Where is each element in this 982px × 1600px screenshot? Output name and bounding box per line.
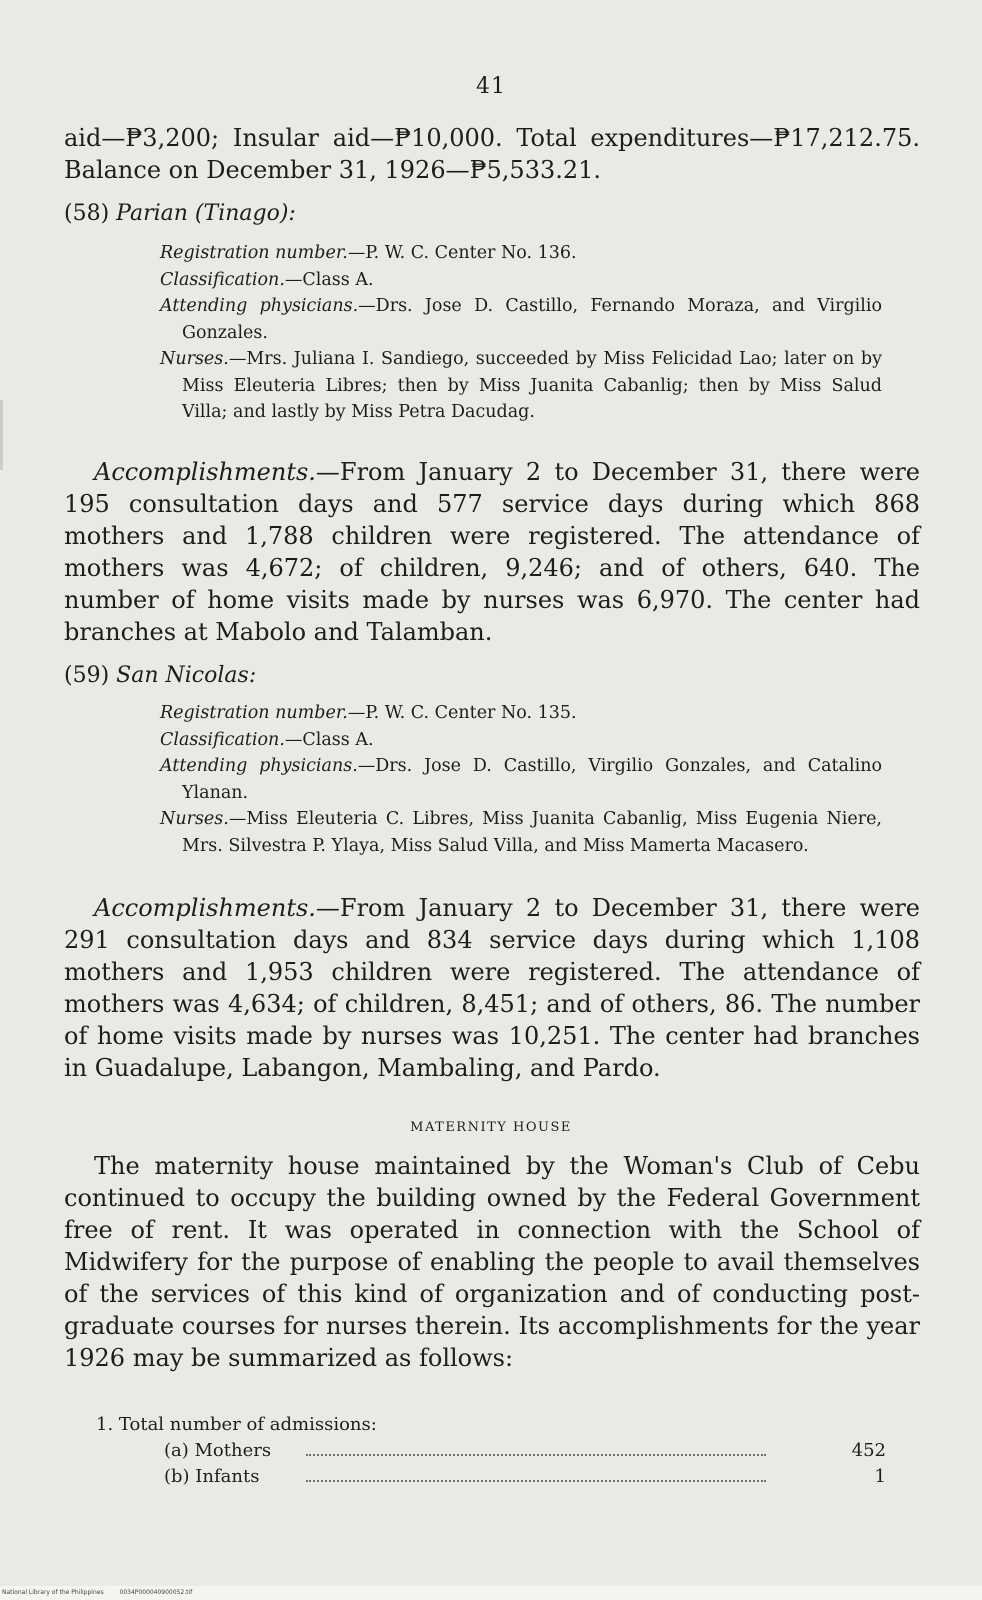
scan-edge-mark <box>0 400 3 470</box>
section-name: San Nicolas: <box>116 663 257 688</box>
list-title: 1. Total number of admissions: <box>96 1414 377 1435</box>
section-number: (59) <box>64 663 110 688</box>
detail-physicians: Attending physicians.—Drs. Jose D. Castillo, Fernando Moraza, and Virgilio Gonzales. <box>160 296 882 343</box>
dot-leader <box>306 1480 766 1482</box>
accomplishments-text: —From January 2 to December 31, there were 195 consultation days and 577 service days during which 868 mothers and 1,788 children were registered. The attendance of mothers was 4,672; of children, 9,246; and of others, 640. The number of home visits made by nurses was 6,970. The center had branches at Mabolo and Talamban. <box>64 458 920 646</box>
page-number: 41 <box>476 74 506 99</box>
section-58-accomplishments <box>64 456 920 648</box>
list-title-row <box>96 1412 886 1438</box>
detail-nurses: Nurses.—Miss Eleuteria C. Libres, Miss Juanita Cabanlig, Miss Eugenia Niere, Mrs. Silvestra P. Ylaya, Miss Salud Villa, and Miss Mamerta Macasero. <box>160 809 882 856</box>
accomplishments-label: Accomplishments. <box>94 458 316 486</box>
admissions-list <box>96 1412 886 1490</box>
list-item <box>96 1464 886 1490</box>
detail-registration: Registration number.—P. W. C. Center No. 135. <box>160 703 577 723</box>
list-item <box>96 1438 886 1464</box>
accomplishments-text: —From January 2 to December 31, there were 291 consultation days and 834 service days during which 1,108 mothers and 1,953 children were registered. The attendance of mothers was 4,634; of children, 8,451; and of others, 86. The number of home visits made by nurses was 10,251. The center had branches in Guadalupe, Labangon, Mambaling, and Pardo. <box>64 894 920 1082</box>
maternity-heading: MATERNITY HOUSE <box>410 1120 572 1135</box>
list-item-label: (a) Mothers <box>164 1440 272 1461</box>
dot-leader <box>306 1454 766 1456</box>
accomplishments-label: Accomplishments. <box>94 894 316 922</box>
detail-classification: Classification.—Class A. <box>160 729 374 750</box>
detail-physicians: Attending physicians.—Drs. Jose D. Castillo, Virgilio Gonzales, and Catalino Ylanan. <box>160 756 882 803</box>
detail-registration: Registration number.—P. W. C. Center No. 136. <box>160 243 577 263</box>
section-number: (58) <box>64 201 110 226</box>
section-59-heading <box>64 660 920 692</box>
intro-paragraph: aid—₱3,200; Insular aid—₱10,000. Total expenditures—₱17,212.75. Balance on December 31, 1926—₱5,533.21. <box>64 124 920 184</box>
section-59-details <box>160 700 882 859</box>
footer-code: 0034P000040900052.tif <box>119 1589 193 1596</box>
detail-nurses: Nurses.—Mrs. Juliana I. Sandiego, succeeded by Miss Felicidad Lao; later on by Miss Eleuteria Libres; then by Miss Juanita Cabanlig; then by Miss Salud Villa; and lastly by Miss Petra Dacudag. <box>160 349 882 422</box>
maternity-block <box>64 1150 920 1374</box>
intro-block <box>64 122 920 186</box>
list-item-label: (b) Infants <box>164 1466 260 1487</box>
section-58-details <box>160 240 882 426</box>
maternity-paragraph: The maternity house maintained by the Woman's Club of Cebu continued to occupy the building owned by the Federal Government free of rent. It was operated in connection with the School of Midwifery for the purpose of enabling the people to avail themselves of the services of this kind of organization and of conducting post-graduate courses for nurses therein. Its accomplishments for the year 1926 may be summarized as follows: <box>64 1152 920 1372</box>
footer-library: National Library of the Philippines <box>2 1589 104 1596</box>
section-name: Parian (Tinago): <box>116 201 296 226</box>
section-59-accomplishments <box>64 892 920 1084</box>
list-item-value: 452 <box>851 1440 886 1461</box>
detail-classification: Classification.—Class A. <box>160 269 374 290</box>
scan-footer <box>0 1586 982 1600</box>
section-58-heading <box>64 198 920 230</box>
list-item-value: 1 <box>874 1466 886 1487</box>
